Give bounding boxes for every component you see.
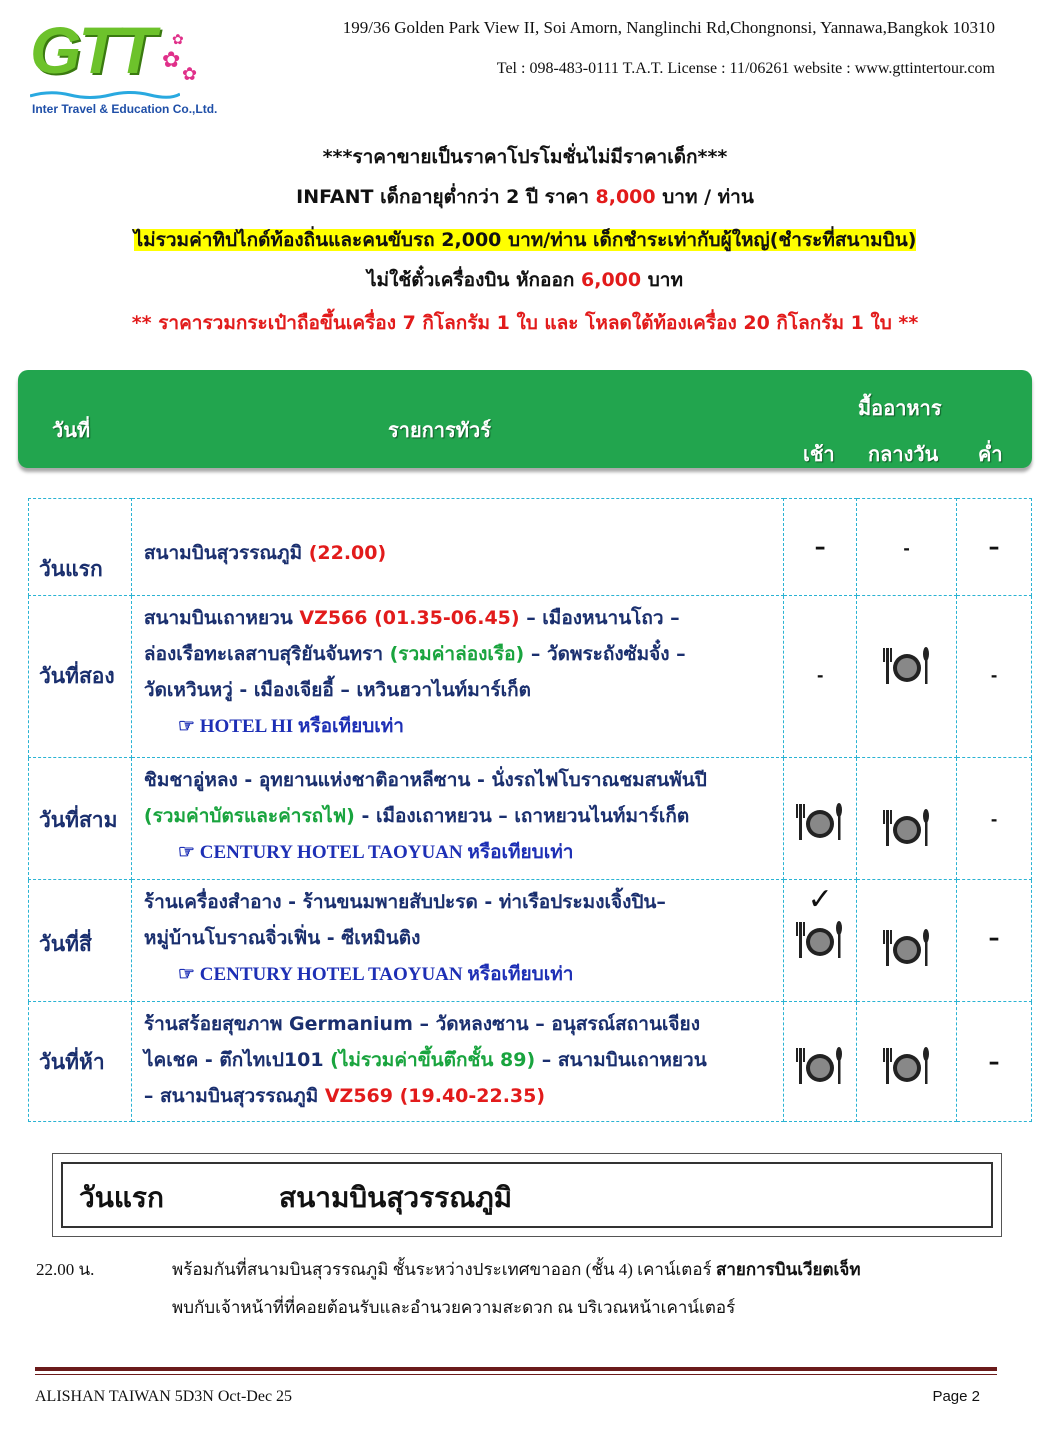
program-text: ล่องเรือทะเลสาบสุริยันจันทรา bbox=[143, 643, 390, 665]
flower-icon: ✿ bbox=[172, 32, 184, 48]
breakfast-cell bbox=[784, 1002, 857, 1122]
meal-dash: – bbox=[814, 535, 826, 560]
header-program: รายการทัวร์ bbox=[388, 418, 491, 442]
page-number: Page 2 bbox=[932, 1388, 980, 1405]
program-cell bbox=[131, 758, 783, 880]
company-address: 199/36 Golden Park View II, Soi Amorn, Nanglinchi Rd,Chongnonsi, Yannawa,Bangkok 10310 bbox=[342, 18, 995, 37]
check-icon: ✓ bbox=[807, 882, 833, 917]
header-dinner: ค่ำ bbox=[978, 442, 1003, 466]
breakfast-cell bbox=[784, 758, 857, 880]
breakfast-cell bbox=[784, 499, 857, 596]
lunch-cell bbox=[857, 596, 957, 758]
promo-note: ***ราคาขายเป็นราคาโปรโมชั่นไม่มีราคาเด็ก*** bbox=[322, 146, 728, 168]
time-label: 22.00 น. bbox=[36, 1260, 95, 1279]
program-cell bbox=[131, 499, 783, 596]
included-note: (รวมค่าบัตรและค่ารถไฟ) bbox=[143, 805, 355, 827]
wave-graphic bbox=[30, 90, 180, 100]
no-ticket-amount: 6,000 bbox=[581, 269, 642, 291]
day-label: วันที่สอง bbox=[39, 664, 115, 688]
infant-unit: บาท / ท่าน bbox=[655, 186, 754, 208]
dinner-cell bbox=[957, 596, 1032, 758]
lunch-cell bbox=[857, 1002, 957, 1122]
detail-text: พร้อมกันที่สนามบินสุวรรณภูมิ ชั้นระหว่างประเทศขาออก (ชั้น 4) เคาน์เตอร์ bbox=[172, 1260, 716, 1279]
dinner-cell bbox=[957, 880, 1032, 1002]
hotel-pointer-icon: ☞ bbox=[177, 842, 200, 863]
day-cell bbox=[29, 499, 132, 596]
header-breakfast: เช้า bbox=[803, 442, 835, 466]
program-text: สนามบินสุวรรณภูมิ bbox=[143, 542, 309, 564]
program-text: ร้านสร้อยสุขภาพ Germanium – วัดหลงซาน – อนุสรณ์สถานเจียง bbox=[143, 1013, 700, 1035]
hotel-name: CENTURY HOTEL TAOYUAN หรือเทียบเท่า bbox=[199, 964, 574, 985]
footer-divider bbox=[35, 1374, 997, 1375]
day1-detail-line bbox=[172, 1256, 861, 1283]
day1-title-day: วันแรก bbox=[79, 1181, 164, 1214]
meal-dash: – bbox=[988, 535, 1000, 560]
meal-plate-icon bbox=[857, 596, 956, 698]
meal-dash: – bbox=[988, 926, 1000, 951]
logo-subtitle: Inter Travel & Education Co.,Ltd. bbox=[32, 102, 218, 116]
program-text: ชิมชาอู่หลง - อุทยานแห่งชาติอาหลีซาน - นั่งรถไฟโบราณชมสนพันปี bbox=[143, 769, 707, 791]
flight-time: (22.00) bbox=[308, 542, 387, 564]
infant-label: INFANT เด็กอายุต่ำกว่า 2 ปี ราคา bbox=[296, 186, 596, 208]
program-cell bbox=[131, 880, 783, 1002]
no-ticket-unit: บาท bbox=[641, 269, 683, 291]
no-ticket-note bbox=[0, 265, 1050, 295]
day1-title-place: สนามบินสุวรรณภูมิ bbox=[279, 1181, 513, 1214]
table-row bbox=[29, 1002, 1032, 1122]
program-text: ร้านเครื่องสำอาง - ร้านขนมพายสับปะรด - ท่าเรือประมงเจิ้งปิน– bbox=[143, 891, 666, 913]
footer-tour-code: ALISHAN TAIWAN 5D3N Oct-Dec 25 bbox=[35, 1388, 293, 1405]
program-text: – เมืองหนานโถว – bbox=[519, 607, 680, 629]
footer-divider bbox=[35, 1367, 997, 1371]
meal-dash: – bbox=[988, 1050, 1000, 1075]
lunch-cell bbox=[857, 499, 957, 596]
day-label: วันที่สี่ bbox=[39, 932, 92, 956]
day-label: วันแรก bbox=[39, 557, 103, 581]
table-row bbox=[29, 880, 1032, 1002]
hotel-pointer-icon: ☞ bbox=[177, 716, 200, 737]
itinerary-table bbox=[28, 498, 1032, 1122]
meal-plate-icon bbox=[784, 1002, 856, 1098]
program-text: - เมืองเถาหยวน – เถาหยวนไนท์มาร์เก็ต bbox=[354, 805, 690, 827]
flight-code: VZ566 (01.35-06.45) bbox=[299, 607, 520, 629]
day-label: วันที่สาม bbox=[39, 808, 118, 832]
flower-icon: ✿ bbox=[162, 48, 181, 73]
day-cell bbox=[29, 758, 132, 880]
header-day: วันที่ bbox=[52, 418, 91, 442]
day-cell bbox=[29, 596, 132, 758]
meal-dash: - bbox=[816, 666, 824, 685]
hotel-name: HOTEL HI หรือเทียบเท่า bbox=[199, 716, 404, 737]
meal-dash: - bbox=[903, 539, 910, 558]
company-contact: Tel : 098-483-0111 T.A.T. License : 11/06261 website : www.gttintertour.com bbox=[496, 60, 995, 77]
program-text: – สนามบินเถาหยวน bbox=[535, 1049, 707, 1071]
header-meals: มื้ออาหาร bbox=[858, 396, 942, 420]
no-ticket-label: ไม่ใช้ตั๋วเครื่องบิน หักออก bbox=[367, 269, 581, 291]
flower-icon: ✿ bbox=[182, 64, 198, 85]
program-text: วัดเหวินหวู่ - เมืองเจียอี้ – เหวินฮวาไนท์มาร์เก็ต bbox=[143, 679, 531, 701]
company-logo bbox=[22, 13, 218, 122]
dinner-cell bbox=[957, 499, 1032, 596]
meal-dash: - bbox=[990, 666, 998, 685]
table-row bbox=[29, 758, 1032, 880]
dinner-cell bbox=[957, 1002, 1032, 1122]
day-label: วันที่ห้า bbox=[39, 1050, 105, 1074]
meal-plate-icon bbox=[857, 1002, 956, 1098]
meal-plate-icon bbox=[784, 758, 856, 854]
lunch-cell bbox=[857, 758, 957, 880]
baggage-note: ** ราคารวมกระเป๋าถือขึ้นเครื่อง 7 กิโลกรัม 1 ใบ และ โหลดใต้ท้องเครื่อง 20 กิโลกรัม 1 ใบ ** bbox=[131, 312, 919, 334]
program-text: หมู่บ้านโบราณจิ่วเฟิ่น - ซีเหมินติง bbox=[143, 927, 421, 949]
meal-dash: - bbox=[990, 810, 998, 829]
meal-plate-icon bbox=[784, 916, 856, 972]
excluded-note: (ไม่รวมค่าขึ้นตึกชั้น 89) bbox=[330, 1049, 536, 1071]
meal-plate-icon bbox=[857, 880, 956, 980]
infant-note bbox=[0, 182, 1050, 212]
lunch-cell bbox=[857, 880, 957, 1002]
airline-name: สายการบินเวียตเจ็ท bbox=[715, 1260, 861, 1279]
included-note: (รวมค่าล่องเรือ) bbox=[389, 643, 525, 665]
program-text: ไคเชค - ตึกไทเป101 bbox=[143, 1049, 331, 1071]
program-text: สนามบินเถาหยวน bbox=[143, 607, 300, 629]
infant-price: 8,000 bbox=[595, 186, 656, 208]
table-row bbox=[29, 499, 1032, 596]
table-header-bar bbox=[18, 370, 1032, 468]
header-lunch: กลางวัน bbox=[868, 442, 939, 466]
program-cell bbox=[131, 1002, 783, 1122]
day-cell bbox=[29, 880, 132, 1002]
logo-text: GTT bbox=[30, 13, 153, 87]
program-text: – วัดพระถังซัมจั๋ง – bbox=[524, 643, 686, 665]
tip-note bbox=[0, 225, 1050, 255]
breakfast-cell bbox=[784, 880, 857, 1002]
flight-code: VZ569 (19.40-22.35) bbox=[324, 1085, 546, 1107]
table-row bbox=[29, 596, 1032, 758]
dinner-cell bbox=[957, 758, 1032, 880]
meal-plate-icon bbox=[857, 758, 956, 860]
program-text: – สนามบินสุวรรณภูมิ bbox=[143, 1085, 325, 1107]
program-cell bbox=[131, 596, 783, 758]
hotel-pointer-icon: ☞ bbox=[177, 964, 200, 985]
tip-text: ไม่รวมค่าทิปไกด์ท้องถิ่นและคนขับรถ 2,000 บาท/ท่าน เด็กชำระเท่ากับผู้ใหญ่(ชำระที่สนามบิน) bbox=[133, 229, 917, 251]
day-cell bbox=[29, 1002, 132, 1122]
hotel-name: CENTURY HOTEL TAOYUAN หรือเทียบเท่า bbox=[199, 842, 574, 863]
breakfast-cell bbox=[784, 596, 857, 758]
day1-title-box bbox=[52, 1153, 1002, 1237]
day1-detail-line: พบกับเจ้าหน้าที่ที่คอยต้อนรับและอำนวยความสะดวก ณ บริเวณหน้าเคาน์เตอร์ bbox=[172, 1298, 736, 1317]
